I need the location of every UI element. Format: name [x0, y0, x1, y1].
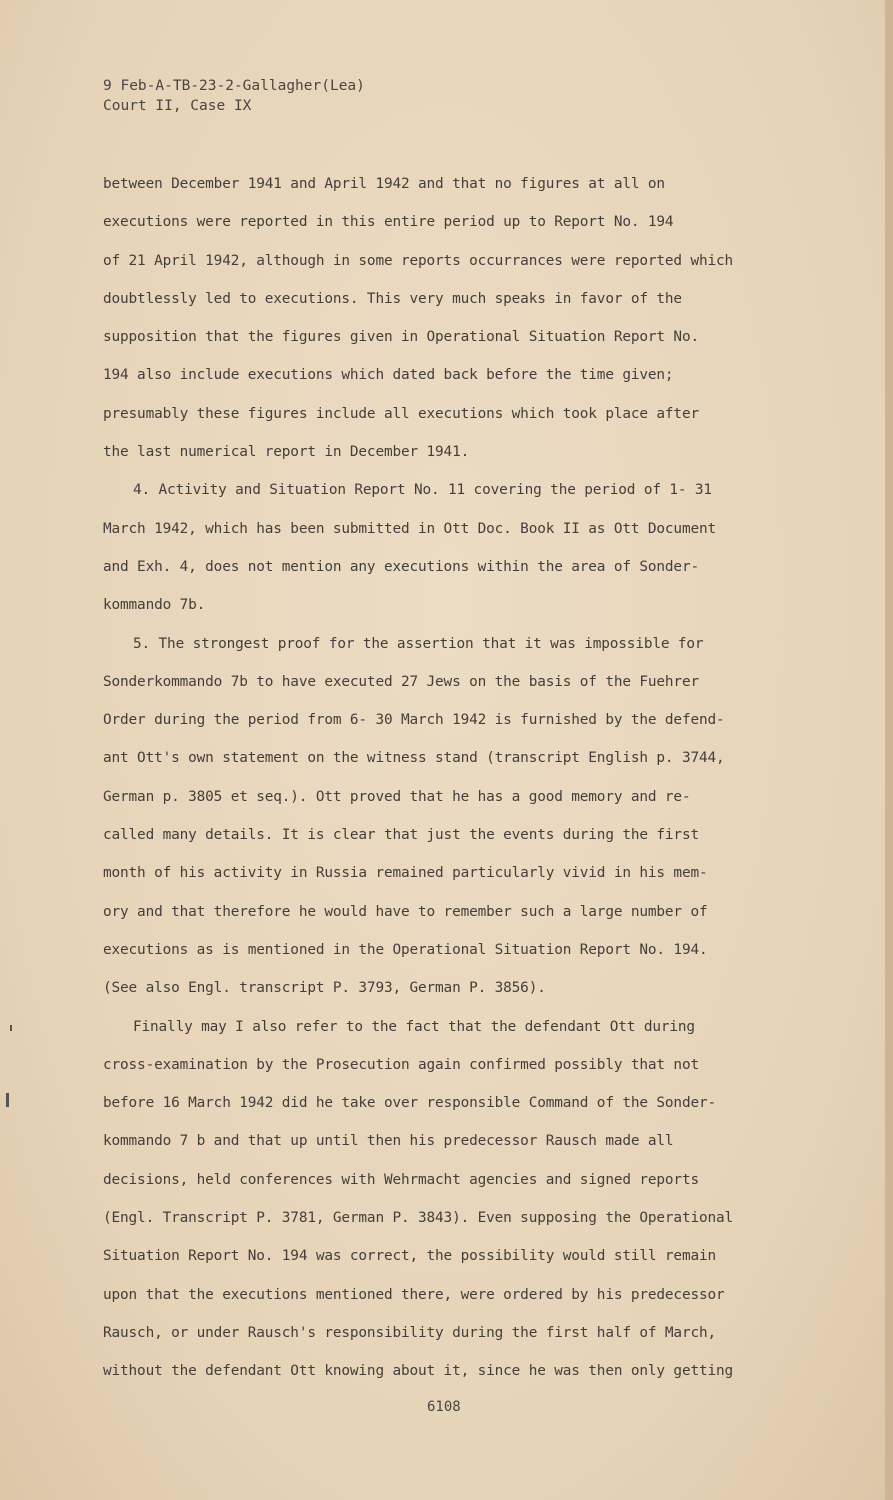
body-line: ant Ott's own statement on the witness stand (transcript English p. 3744,	[103, 750, 725, 767]
body-line: (See also Engl. transcript P. 3793, German P. 3856).	[103, 980, 546, 997]
body-line: cross-examination by the Prosecution again confirmed possibly that not	[103, 1056, 699, 1073]
body-line: 194 also include executions which dated back before the time given;	[103, 367, 674, 384]
body-line: supposition that the figures given in Operational Situation Report No.	[103, 329, 699, 346]
body-line: decisions, held conferences with Wehrmacht agencies and signed reports	[103, 1171, 699, 1188]
body-line: March 1942, which has been submitted in Ott Doc. Book II as Ott Document	[103, 520, 717, 537]
body-line: of 21 April 1942, although in some reports occurrances were reported which	[103, 252, 734, 269]
paragraph-5-start: 5. The strongest proof for the assertion that it was impossible for	[133, 635, 704, 652]
body-line: called many details. It is clear that just the events during the first	[103, 827, 699, 844]
page-number: 6108	[427, 1399, 461, 1415]
header-court: Court II, Case IX	[103, 98, 252, 114]
header-reference: 9 Feb-A-TB-23-2-Gallagher(Lea)	[103, 78, 365, 94]
body-line: executions as is mentioned in the Operational Situation Report No. 194.	[103, 941, 708, 958]
body-line: German p. 3805 et seq.). Ott proved that he has a good memory and re-	[103, 788, 691, 805]
document-header	[103, 76, 365, 116]
body-line: presumably these figures include all executions which took place after	[103, 405, 699, 422]
body-line: and Exh. 4, does not mention any executions within the area of Sonder-	[103, 558, 699, 575]
body-line: Rausch, or under Rausch's responsibility during the first half of March,	[103, 1324, 717, 1341]
body-line: Situation Report No. 194 was correct, the possibility would still remain	[103, 1248, 717, 1265]
body-line: kommando 7 b and that up until then his predecessor Rausch made all	[103, 1133, 674, 1150]
body-line: doubtlessly led to executions. This very much speaks in favor of the	[103, 290, 682, 307]
body-line: (Engl. Transcript P. 3781, German P. 3843). Even supposing the Operational	[103, 1210, 734, 1227]
body-line: month of his activity in Russia remained particularly vivid in his mem-	[103, 865, 708, 882]
body-line: Order during the period from 6- 30 March 1942 is furnished by the defend-	[103, 712, 725, 729]
body-line: executions were reported in this entire period up to Report No. 194	[103, 214, 674, 231]
body-line: upon that the executions mentioned there, were ordered by his predecessor	[103, 1286, 725, 1303]
body-line: kommando 7b.	[103, 597, 206, 614]
margin-mark	[10, 1025, 12, 1031]
paragraph-4-start: 4. Activity and Situation Report No. 11 covering the period of 1- 31	[133, 482, 712, 499]
page-edge	[885, 0, 893, 1500]
document-body	[103, 170, 833, 1396]
body-line: before 16 March 1942 did he take over responsible Command of the Sonder-	[103, 1095, 717, 1112]
body-line: Sonderkommando 7b to have executed 27 Jews on the basis of the Fuehrer	[103, 673, 699, 690]
margin-mark	[6, 1093, 9, 1107]
paragraph-6-start: Finally may I also refer to the fact that the defendant Ott during	[133, 1018, 695, 1035]
body-line: ory and that therefore he would have to remember such a large number of	[103, 903, 708, 920]
body-line: the last numerical report in December 1941.	[103, 444, 470, 461]
body-line: between December 1941 and April 1942 and that no figures at all on	[103, 176, 665, 192]
body-line: without the defendant Ott knowing about it, since he was then only getting	[103, 1363, 734, 1380]
